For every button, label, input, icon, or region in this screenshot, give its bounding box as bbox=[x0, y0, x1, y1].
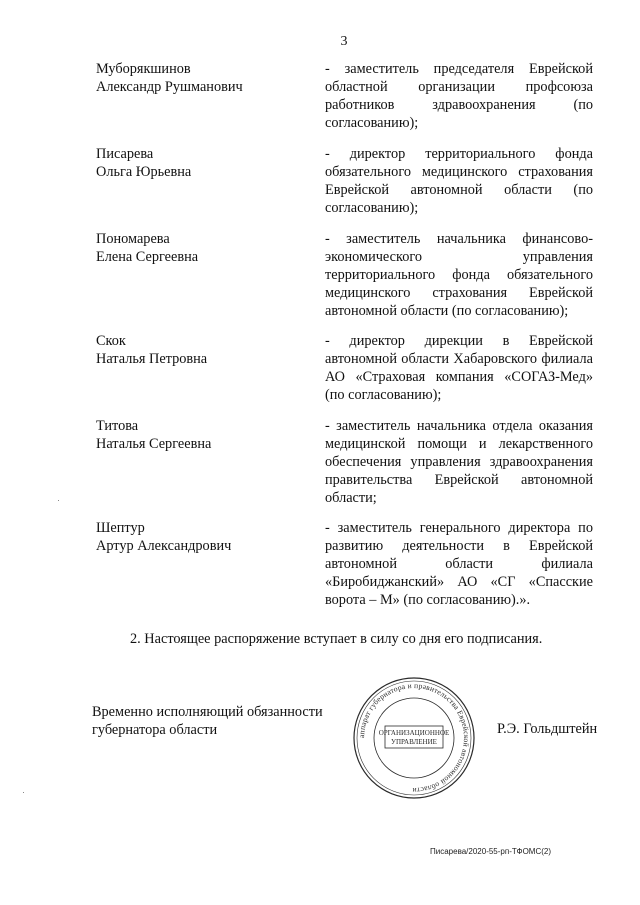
member-role: - директор территориального фонда обязательного медицинского страхования Еврейской автономной области (по согласованию); bbox=[325, 146, 593, 216]
member-role: - заместитель председателя Еврейской областной организации профсоюза работников здравоохранения (по согласованию); bbox=[325, 61, 593, 131]
seal-center-line2: УПРАВЛЕНИЕ bbox=[391, 738, 437, 746]
signatory-position bbox=[92, 703, 352, 739]
member-surname: Скок bbox=[96, 333, 126, 349]
commission-members-list bbox=[96, 60, 596, 609]
member-surname: Пономарева bbox=[96, 231, 170, 247]
member-given-names: Ольга Юрьевна bbox=[96, 164, 192, 180]
member-role: - заместитель начальника отдела оказания медицинской помощи и лекарственного обеспечения управления здравоохранения правительства Еврейской автономной области; bbox=[325, 418, 593, 506]
member-surname: Шептур bbox=[96, 520, 145, 536]
member-name bbox=[96, 60, 316, 96]
member-entry bbox=[96, 60, 596, 145]
member-surname: Муборякшинов bbox=[96, 61, 191, 77]
member-name bbox=[96, 332, 316, 368]
page-number: 3 bbox=[340, 34, 348, 49]
member-name bbox=[96, 145, 316, 181]
signatory-name: Р.Э. Гольдштейн bbox=[497, 721, 598, 737]
member-role: - директор дирекции в Еврейской автономной области Хабаровского филиала АО «Страховая компания «СОГАЗ-Мед» (по согласованию); bbox=[325, 333, 593, 403]
member-surname: Титова bbox=[96, 418, 139, 434]
signatory-position-line2: губернатора области bbox=[92, 722, 218, 738]
member-given-names: Елена Сергеевна bbox=[96, 249, 199, 265]
clause-2-text: 2. Настоящее распоряжение вступает в силу со дня его подписания. bbox=[130, 631, 543, 647]
member-name bbox=[96, 519, 316, 555]
member-role: - заместитель генерального директора по развитию деятельности в Еврейской автономной области филиала «Биробиджанский» АО «СГ «Спасские ворота – М» (по согласованию).». bbox=[325, 520, 593, 608]
official-seal-stamp bbox=[352, 676, 476, 800]
member-name bbox=[96, 417, 316, 453]
scan-speck bbox=[23, 792, 24, 793]
member-given-names: Наталья Сергеевна bbox=[96, 436, 212, 452]
member-given-names: Александр Рушманович bbox=[96, 79, 243, 95]
seal-center-line1: ОРГАНИЗАЦИОННОЕ bbox=[378, 729, 450, 737]
member-given-names: Артур Александрович bbox=[96, 538, 232, 554]
member-entry bbox=[96, 417, 596, 519]
member-entry bbox=[96, 145, 596, 230]
member-surname: Писарева bbox=[96, 146, 154, 162]
member-role: - заместитель начальника финансово-экономического управления территориального фонда обязательного медицинского страхования Еврейской автономной области (по согласованию); bbox=[325, 231, 593, 319]
member-entry bbox=[96, 332, 596, 417]
member-entry bbox=[96, 519, 596, 609]
scan-speck bbox=[58, 500, 59, 501]
member-given-names: Наталья Петровна bbox=[96, 351, 208, 367]
member-entry bbox=[96, 230, 596, 332]
document-reference-code: Писарева/2020-55-рп-ТФОМС(2) bbox=[430, 847, 552, 856]
seal-ring-text: аппарат губернатора и правительства Еврейской автономной области bbox=[356, 680, 472, 796]
member-name bbox=[96, 230, 316, 266]
signatory-position-line1: Временно исполняющий обязанности bbox=[92, 704, 323, 720]
